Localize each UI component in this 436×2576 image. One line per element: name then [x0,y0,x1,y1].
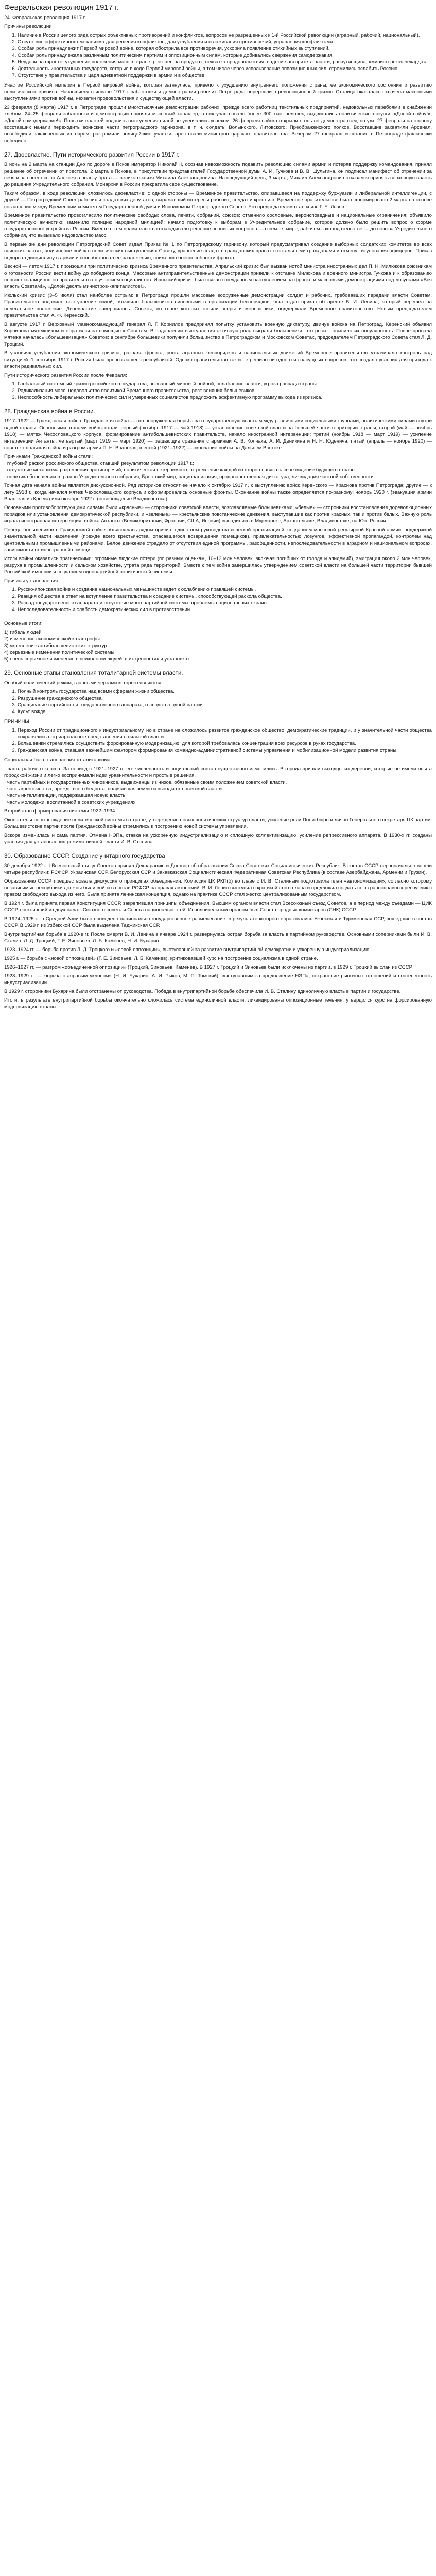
list-item: 3. Распад государственного аппарата и отсутствие многопартийной системы, проблемы национальных окраин. [18,600,432,606]
paragraph: В августе 1917 г. Верховный главнокомандующий генерал Л. Г. Корнилов предпринял попытку установить военную диктатуру, двинув войска на Петроград. Керенский объявил Корнилова мятежником и обратился за помощью к Советам. В подавлении выступления активную роль сыграли большевики, что резко повысило их популярность. После провала мятежа началась «большевизация» Советов: в сентябре большевики получили большинство в Петроградском и Московском Советах, председателем Петроградского Совета стал Л. Д. Троцкий. [4,321,432,347]
paragraph: В 1924 г. была принята первая Конституция СССР, закрепившая принципы объединения. Высшим органом власти стал Всесоюзный съезд Советов, а в период между съездами — ЦИК СССР, состоявший из двух палат: Союзного совета и Совета национальностей. Исполнительным органом был Совет народных комиссаров (СНК) СССР. [4,901,432,913]
paragraph: Второй этап формирования системы 1922–1934 [4,808,115,814]
section-heading-29: 29. Основные этапы становления тоталитарной системы власти. [4,670,183,676]
document-title: Февральская революция 1917 г. [4,3,119,12]
paragraph: Весной — летом 1917 г. произошли три политических кризиса Временного правительства. Апрельский кризис был вызван нотой министра иностранных дел П. Н. Милюкова союзникам о готовности России вести войну до победного конца. Массовые антиправительственные демонстрации привели к отставке Милюкова и военного министра Гучкова и к образованию первого коалиционного правительства с участием социалистов. Июньский кризис был связан с неудачным наступлением на фронте и массовыми демонстрациями под лозунгами «Вся власть Советам!», «Долой десять министров-капиталистов!». [4,264,432,290]
paragraph: 30 декабря 1922 г. I Всесоюзный съезд Советов принял Декларацию и Договор об образовании Союза Советских Социалистических Республик. В состав СССР первоначально вошли четыре республики: РСФСР, Украинская ССР, Белорусская ССР и Закавказская Социалистическая Федеративная Советская Республика (в составе Азербайджана, Армении и Грузии). [4,863,432,875]
paragraph: Участие Российской империи в Первой мировой войне, которая затянулась, привело к ухудшению внутреннего положения страны, ее экономического состояния и развитию политического кризиса. Начавшиеся в январе 1917 г. забастовки и демонстрации рабочих Петрограда переросли в революционный кризис. Столица оказалась охвачена массовыми выступлениями против войны, нехватки продовольствия и существующей власти. [4,82,432,101]
list-item: 2. Радикализация масс, недовольство политикой Временного правительства, рост влияния большевиков. [18,387,432,394]
paragraph: Пути исторического развития России после Февраля: [4,372,127,378]
bullet-line: · глубокий раскол российского общества, ставший результатом революции 1917 г.; [4,461,194,466]
result-line: 3) укрепление антибольшевистских структур [4,643,107,649]
causes-heading-2: Причины установления [4,578,58,584]
bullet-line: · часть крестьянства, прежде всего беднота, получившая землю и выгоды от советской власти. [4,786,223,792]
paragraph: Основными противоборствующими силами были «красные» — сторонники советской власти, возглавляемые большевиками, «белые» — сторонники восстановления дореволюционных порядков или установления демократической республики, и «зеленые» — крестьянские повстанческие движения, выступавшие как против красных, так и против белых. Важную роль играла иностранная интервенция: войска Антанты (Великобритании, Франции, США, Японии) высадились в Мурманске, Архангельске, Владивостоке, на Юге России. [4,505,432,524]
bullet-line: · часть рабочего класса. За период с 1921–1927 гг. его численность и социальный состав существенно изменились. В города пришли выходцы из деревни, которые не имели опыта городской жизни и легко воспринимали идеи уравнительности и простые решения. [4,766,432,778]
list-item: 3. Особая роль принадлежит Первой мировой войне, которая обострила все противоречия, ускорила появление стихийных выступлений. [18,45,432,52]
paragraph: 1928–1929 гг. — борьба с «правым уклоном» (Н. И. Бухарин, А. И. Рыков, М. П. Томский), выступавшим за продолжение НЭПа, сохранение рыночных отношений и постепенность индустриализации. [4,973,432,986]
list-item: 2. Отсутствие эффективного механизма для решения конфликтов, для углубления и сглаживания противоречий, управления конфликтами. [18,39,432,45]
list-item: 4. Особая роль принадлежала различным политическим партиям и оппозиционным силам, которые добивались свержения самодержавия. [18,52,432,59]
paragraph: Причинами Гражданской войны стали: [4,454,93,460]
list-item: 1. Глобальный системный кризис российского государства, вызванный мировой войной, ослабление власти, угроза распада страны. [18,381,432,387]
paragraph: Точная дата начала войны является дискуссионной. Ряд историков относят ее начало к октябрю 1917 г., к выступлению войск Керенского — Краснова против Петрограда; другие — к лету 1918 г., когда начался мятеж Чехословацкого корпуса и сформировались основные фронты. Окончание войны также определяется по-разному: ноябрь 1920 г. (эвакуация армии Врангеля из Крыма) или октябрь 1922 г. (освобождение Владивостока). [4,483,432,502]
list-item: 1. Полный контроль государства над всеми сферами жизни общества. [18,688,432,695]
section-heading-27: 27. Двоевластие. Пути исторического развития России в 1917 г. [4,152,180,158]
paragraph: В 1929 г. сторонники Бухарина были отстранены от руководства. Победа в внутрипартийной борьбе обеспечила И. В. Сталину единоличную власть в партии и государстве. [4,989,401,994]
section-heading-28: 28. Гражданская война в России. [4,409,95,415]
paragraph: Окончательное утверждение политической системы в стране, утверждение новых политических структур власти, усиление роли Политбюро и лично Генерального секретаря ЦК партии. Большевистские партии после Гражданской войны стремились к построению новой системы управления. [4,817,432,829]
causes-list-3 [4,727,432,754]
list-item: 3. Неспособность либеральных политических сил и умеренных социалистов предложить эффективную программу выхода из кризиса. [18,394,432,401]
list-item: 1. Наличие в России целого ряда острых объективных противоречий и конфликтов, вопросов не разрешенных к 1-й Российской революции (аграрный, рабочий, национальный). [18,32,432,39]
bullet-line: · часть молодежи, воспитанной в советских учреждениях. [4,800,137,805]
section-heading-30: 30. Образование СССР. Создание унитарного государства [4,853,165,859]
document-page [0,0,436,1018]
list-item: 4. Непоследовательность и слабость демократических сил в противостоянии. [18,606,432,613]
result-line: 1) гибель людей [4,630,42,635]
result-line: 5) очень серьезное изменение в психологии людей, в их ценностях и установках [4,656,190,662]
result-line: 2) изменение экономической катастрофы [4,636,100,642]
paragraph: В 1924–1925 гг. в Средней Азии было проведено национально-государственное размежевание, в результате которого образовались Узбекская и Туркменская ССР, вошедшие в состав СССР. В 1929 г. из Узбекской ССР была выделена Таджикская ССР. [4,916,432,928]
paragraph: 1926–1927 гг. — разгром «объединенной оппозиции» (Троцкий, Зиновьев, Каменев). В 1927 г. Троцкий и Зиновьев были исключены из партии, в 1929 г. Троцкий выслан из СССР. [4,964,413,970]
paragraph: В ночь на 2 марта на станции Дно по дороге в Псков император Николай II, осознав невозможность подавить революцию силами армии и потеряв поддержку командования, принял решение об отречении от престола. 2 марта в Пскове, в присутствии представителей Государственной думы А. И. Гучкова и В. В. Шульгина, он подписал манифест об отречении за себя и за своего сына Алексея в пользу брата — великого князя Михаила Александровича. На следующий день, 3 марта, Михаил Александрович отказался принять верховную власть до решения Учредительного собрания. Монархия в России прекратила свое существование. [4,162,432,188]
features-list [4,688,432,715]
paragraph: 1925 г. — борьба с «новой оппозицией» (Г. Е. Зиновьев, Л. Б. Каменев), критиковавшей курс на построение социализма в одной стране. [4,956,318,961]
bullet-line: · часть партийных и государственных чиновников, выдвиженцы из низов, обязанные своим положением советской власти. [4,779,287,785]
paragraph: Внутрипартийная борьба в 1920-е гг. После смерти В. И. Ленина в январе 1924 г. развернулась острая борьба за власть в партийном руководстве. Основными соперниками были И. В. Сталин, Л. Д. Троцкий, Г. Е. Зиновьев, Л. Б. Каменев, Н. И. Бухарин. [4,931,432,944]
causes-list [4,32,432,79]
paragraph: Победа большевиков в Гражданской войне объяснялась рядом причин: единством руководства и четкой организацией, созданием массовой регулярной Красной армии, поддержкой значительной части населения (прежде всего крестьянства, опасавшегося возвращения помещиков), привлекательностью лозунгов, эффективной пропагандой, контролем над центральными промышленными районами. Белое движение страдало от отсутствия единой программы, разобщенности, непоследовательности в аграрном и национальном вопросах, зависимости от иностранной помощи. [4,527,432,553]
paragraph: В условиях углубления экономического кризиса, развала фронта, роста аграрных беспорядков и национальных движений Временное правительство утрачивало контроль над ситуацией. 1 сентября 1917 г. Россия была провозглашена республикой. Однако правительство так и не решило ни одного из насущных вопросов, что создало условия для прихода к власти радикальных сил. [4,350,432,369]
list-item: 1. Русско-японская войне и создание национальных меньшинств ведет к ослаблению правящей системы. [18,586,432,593]
list-item: 4. Культ вождя. [18,708,432,715]
list-item: 7. Отсутствие у правительства и царя адекватной поддержки в армии и в обществе. [18,72,432,79]
list-item: 2. Большевики стремились осуществить форсированную модернизацию, для которой требовалась концентрация всех ресурсов в руках государства. [18,740,432,747]
paragraph: Временное правительство провозгласило политические свободы: слова, печати, собраний, союзов; отменило сословные, вероисповедные и национальные ограничения; объявило политическую амнистию; заменило полицию народной милицией; начало подготовку к выборам в Учредительное собрание, которое должно было решить вопрос о форме государственного устройства России. Вместе с тем правительство откладывало решение основных вопросов — о земле, мире, рабочем законодательстве — до созыва Учредительного собрания, что вызывало недовольство масс. [4,213,432,239]
list-item: 6. Деятельность иностранных государств, которые в ходе Первой мировой войны, в том числе через использование оппозиционных сил, стремились ослабить Россию. [18,65,432,72]
paragraph: Особый политический режим, главными чертами которого являются: [4,680,163,686]
bullet-line: · отсутствие механизма разрешения противоречий, политическая нетерпимость, стремление каждой из сторон навязать свое видение будущего страны; [4,467,357,473]
paragraph: Образованию СССР предшествовала дискуссия о принципах объединения. Комиссия ЦК РКП(б) во главе с И. В. Сталиным подготовила план «автономизации», согласно которому независимые республики должны были войти в состав РСФСР на правах автономий. В. И. Ленин выступил с критикой этого плана и предложил создать союз равноправных республик с правом свободного выхода из него. Была принята ленинская концепция, однако на практике СССР стал жестко централизованным государством. [4,878,432,897]
list-item: 3. Гражданская война, ставшая важнейшим фактором формирования командно-административной системы управления и мобилизационной модели развития страны. [18,747,432,754]
list-item: 2. Реакция общества в ответ на вступление правительства и создание системы, способствующей раскола общества. [18,593,432,600]
result-line: 4) серьезные изменения политической системы [4,650,115,655]
bullet-line: · политика большевиков: разгон Учредительного собрания, Брестский мир, национализация, продовольственная диктатура, ликвидация частной собственности. [4,474,375,480]
paragraph: Итоги: в результате внутрипартийной борьбы окончательно сложилась система единоличной власти, ликвидированы оппозиционные течения, утвердился курс на форсированную модернизацию страны. [4,997,432,1010]
paragraph: 1917–1922 — Гражданская война. Гражданская война — это вооруженная борьба за государственную власть между различными социальными группами, политическими силами внутри одной страны. Основными этапами войны стали: первый (октябрь 1917 — май 1918) — установление советской власти на большей части территории страны; второй (май — ноябрь 1918) — мятеж Чехословацкого корпуса, формирование антибольшевистских правительств, начало иностранной интервенции; третий (ноябрь 1918 — март 1919) — усиление интервенции Антанты; четвертый (март 1919 — март 1920) — решающие сражения с армиями А. В. Колчака, А. И. Деникина и Н. Н. Юденича; пятый (апрель — ноябрь 1920) — советско-польская война и разгром армии П. Н. Врангеля; шестой (1921–1922) — окончание войны на Дальнем Востоке. [4,418,432,451]
paragraph: Таким образом, в ходе революции сложилось двоевластие: с одной стороны — Временное правительство, опиравшееся на поддержку буржуазии и либеральной интеллигенции, с другой — Петроградский Совет рабочих и солдатских депутатов, выражавший интересы рабочих, солдат и крестьян. Временное правительство было сформировано 2 марта на основе соглашения между Временным комитетом Государственной думы и Исполкомом Петроградского Совета. Его председателем стал князь Г. Е. Львов. [4,191,432,210]
results-heading: Основные итоги: [4,621,43,626]
paragraph: Итоги войны оказались трагическими: огромные людские потери (по разным оценкам, 10–13 млн человек, включая погибших от голода и эпидемий), эмиграция около 2 млн человек, разруха в промышленности и сельском хозяйстве, утрата ряда территорий. Вместе с тем война завершилась утверждением советской власти на большей части территории бывшей Российской империи и созданием однопартийной политической системы. [4,556,432,575]
paragraph: 23 февраля (8 марта) 1917 г. в Петрограде прошли многотысячные демонстрации рабочих, прежде всего работниц текстильных предприятий, недовольных перебоями в снабжении хлебом. 24–25 февраля забастовки и демонстрации приняли массовый характер, в них участвовало более 300 тыс. человек, выдвигались политические лозунги: «Долой войну!», «Долой самодержавие!». Попытки властей подавить выступления силой не увенчались успехом: 26 февраля войска открыли огонь по демонстрантам, но уже 27 февраля на сторону восставших начали переходить воинские части петроградского гарнизона, в т. ч. солдаты Волынского, Литовского, Преображенского полков. Восставшие захватили Арсенал, освободили заключенных из тюрем, разгромили полицейские участки, арестовали министров царского правительства. Вечером 27 февраля восстание в Петрограде фактически победило. [4,105,432,144]
list-item: 5. Неудачи на фронте, ухудшение положения масс в стране, рост цен на продукты, нехватка продовольствия, падение авторитета власти, распутинщина, «министерская чехарда». [18,59,432,65]
list-item: 2. Разрушение гражданского общества. [18,695,432,702]
paragraph: Социальная база становления тоталитаризма: [4,757,112,763]
paragraph: В первые же дни революции Петроградский Совет издал Приказ № 1 по Петроградскому гарнизону, который предусматривал создание выборных солдатских комитетов во всех воинских частях, подчинение войск в политических выступлениях Совету, уравнение солдат в гражданских правах с остальными гражданами и отмену титулования офицеров. Приказ подорвал дисциплину в армии и способствовал ее разложению, снижению боеспособности фронта. [4,242,432,261]
list-item: 3. Сращивание партийного и государственного аппарата, господство одной партии. [18,702,432,708]
paragraph: 1923–1924 гг. — борьба против Л. Д. Троцкого и «левой оппозиции», выступавшей за развитие внутрипартийной демократии и ускоренную индустриализацию. [4,947,371,953]
paragraph: Вскоре изменилась и сама партия. Отмена НЭПа, ставка на ускоренную индустриализацию и сплошную коллективизацию, усиление репрессивного аппарата. В 1930-х гг. созданы условия для установления режима личной власти И. В. Сталина. [4,833,432,845]
bullet-line: · часть интеллигенции, поддержавшая новую власть. [4,793,127,799]
section-heading-24: 24. Февральская революция 1917 г. [4,15,86,21]
causes-heading: Причины революции [4,24,52,29]
causes-list-2 [4,586,432,613]
paragraph: Июльский кризис (3–5 июля) стал наиболее острым: в Петрограде прошли массовые вооруженные демонстрации солдат и рабочих, требовавших передачи власти Советам. Правительство подавило выступление силой, объявило большевиков виновными в организации беспорядков, был отдан приказ об аресте В. И. Ленина, который перешел на нелегальное положение. Двоевластие завершилось: Советы, во главе которых стояли эсеры и меньшевики, поддержали Временное правительство. Новым председателем правительства стал А. Ф. Керенский. [4,293,432,318]
ways-list [4,381,432,401]
list-item: 1. Переход России от традиционного к индустриальному, но в стране не сложилось развитое гражданское общество, демократические традиции, и у значительной части общества сохранялись патриархальные представления о сильной власти. [18,727,432,740]
causes-heading-3: ПРИЧИНЫ [4,719,29,724]
